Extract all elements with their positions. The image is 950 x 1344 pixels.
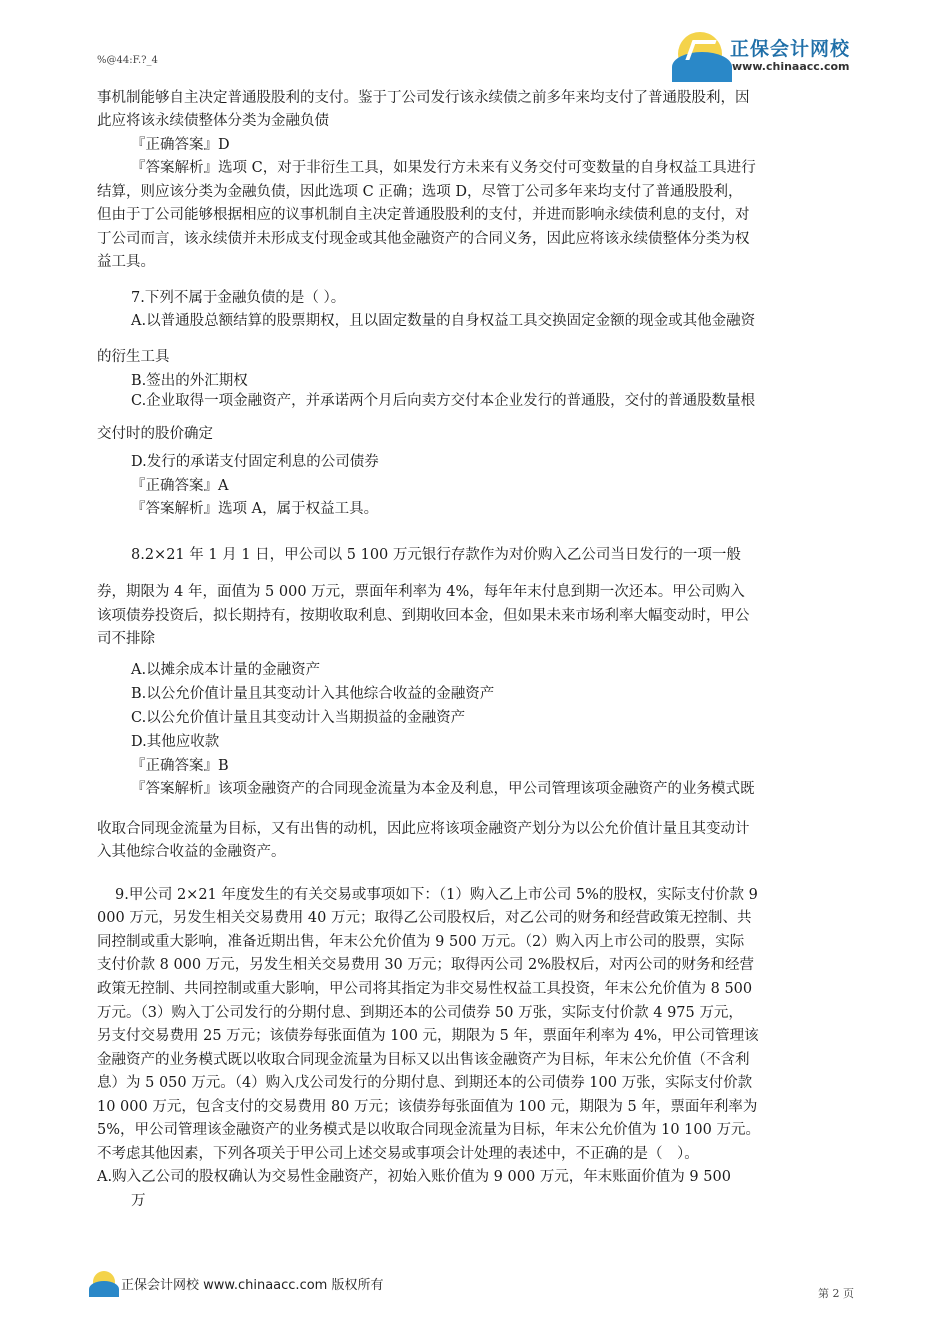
question-8-stem: 8.2×21 年 1 月 1 日，甲公司以 5 100 万元银行存款作为对价购入乙公司当日发行的一项一般 [131,547,741,563]
option-b: B.签出的外汇期权 [131,373,248,389]
correct-answer: 『正确答案』B [131,758,229,774]
text-line: 券，期限为 4 年，面值为 5 000 万元，票面年利率为 4%，每年年末付息到期一次还本。甲公司购入 [97,584,745,600]
correct-answer: 『正确答案』D [131,137,230,153]
option-d: D.其他应收款 [131,734,220,750]
option-d: D.发行的承诺支付固定利息的公司债券 [131,454,379,470]
text-line: 此应将该永续债整体分类为金融负债 [97,113,329,129]
logo-title: 正保会计网校 [730,38,851,60]
footer-logo-icon [93,1271,115,1293]
answer-analysis: 『答案解析』选项 C，对于非衍生工具，如果发行方未来有义务交付可变数量的自身权益工具进行 [131,160,756,176]
text-line: 10 000 万元，包含支付的交易费用 80 万元；该债券每张面值为 100 元，期限为 5 年，票面年利率为 [97,1099,758,1115]
question-7-stem: 7.下列不属于金融负债的是（ ）。 [131,290,346,306]
text-line: 入其他综合收益的金融资产。 [97,844,286,860]
text-line: 000 万元，另发生相关交易费用 40 万元；取得乙公司股权后，对乙公司的财务和经营政策无控制、共 [97,910,752,926]
header-logo [678,28,878,82]
text-line: 丁公司而言，该永续债并未形成支付现金或其他金融资产的合同义务，因此应将该永续债整体分类为权 [97,231,750,247]
header-mark: %@44:F.?_4 [97,55,158,66]
option-c: C.企业取得一项金融资产，并承诺两个月后向卖方交付本企业发行的普通股，交付的普通股数量根 [131,393,756,409]
page-number: 第 2 页 [818,1287,854,1300]
text-line: 结算，则应该分类为金融负债，因此选项 C 正确；选项 D，尽管丁公司多年来均支付了普通股股利， [97,184,743,200]
text-line: 收取合同现金流量为目标，又有出售的动机，因此应将该项金融资产划分为以公允价值计量且其变动计 [97,821,750,837]
text-line: 益工具。 [97,254,155,270]
text-line: 司不排除 [97,631,155,647]
text-line: 的衍生工具 [97,349,170,365]
option-b: B.以公允价值计量且其变动计入其他综合收益的金融资产 [131,686,495,702]
correct-answer: 『正确答案』A [131,478,229,494]
option-a: A.以摊余成本计量的金融资产 [131,662,321,678]
text-line: 同控制或重大影响，准备近期出售，年末公允价值为 9 500 万元。（2）购入丙上市公司的股票，实际 [97,934,745,950]
text-line: 金融资产的业务模式既以收取合同现金流量为目标又以出售该金融资产为目标，年末公允价值（不含利 [97,1052,750,1068]
text-line: 不考虑其他因素，下列各项关于甲公司上述交易或事项会计处理的表述中，不正确的是（ ）。 [97,1146,699,1162]
text-line: 息）为 5 050 万元。（4）购入戊公司发行的分期付息、到期还本的公司债券 100 万张，实际支付价款 [97,1075,753,1091]
text-line: 另支付交易费用 25 万元；该债券每张面值为 100 元，期限为 5 年，票面年利率为 4%，甲公司管理该 [97,1028,759,1044]
logo-icon [678,32,722,76]
logo-url: www.chinaacc.com [732,60,850,73]
text-line: 该项债券投资后，拟长期持有，按期收取利息、到期收回本金，但如果未来市场利率大幅变动时，甲公 [97,608,750,624]
text-line: 但由于丁公司能够根据相应的议事机制自主决定普通股股利的支付，并进而影响永续债利息的支付，对 [97,207,750,223]
question-9-stem: 9.甲公司 2×21 年度发生的有关交易或事项如下：（1）购入乙上市公司 5%的股权，实际支付价款 9 [115,887,758,903]
option-a: 万 [131,1193,146,1209]
answer-analysis: 『答案解析』选项 A，属于权益工具。 [131,501,379,517]
option-c: C.以公允价值计量且其变动计入当期损益的金融资产 [131,710,466,726]
option-a: A.以普通股总额结算的股票期权，且以固定数量的自身权益工具交换固定金额的现金或其他金融资 [131,313,756,329]
text-line: 政策无控制、共同控制或重大影响，甲公司将其指定为非交易性权益工具投资，年末公允价值为 8 500 [97,981,753,997]
text-line: 交付时的股价确定 [97,426,213,442]
text-line: 事机制能够自主决定普通股股利的支付。鉴于丁公司发行该永续债之前多年来均支付了普通股股利，因 [97,90,750,106]
text-line: A.购入乙公司的股权确认为交易性金融资产，初始入账价值为 9 000 万元，年末账面价值为 9 500 [97,1169,731,1185]
footer-copyright: 正保会计网校 www.chinaacc.com 版权所有 [121,1278,384,1293]
answer-analysis: 『答案解析』该项金融资产的合同现金流量为本金及利息，甲公司管理该项金融资产的业务模式既 [131,781,755,797]
text-line: 万元。（3）购入丁公司发行的分期付息、到期还本的公司债券 50 万张，实际支付价款 4 975 万元， [97,1005,743,1021]
text-line: 5%，甲公司管理该金融资产的业务模式是以收取合同现金流量为目标，年末公允价值为 10 100 万元。 [97,1122,760,1138]
text-line: 支付价款 8 000 万元，另发生相关交易费用 30 万元；取得丙公司 2%股权后，对丙公司的财务和经营 [97,957,755,973]
